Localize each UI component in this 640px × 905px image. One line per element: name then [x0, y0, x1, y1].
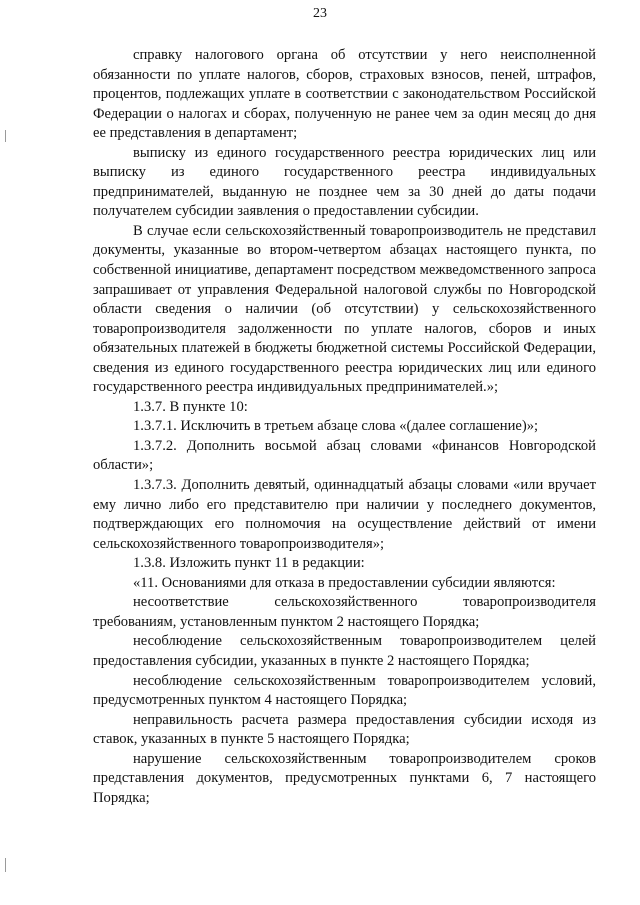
paragraph: несоблюдение сельскохозяйственным товаропроизводителем целей предоставления субсидии, указанных в пункте 2 настоящего Порядка;: [93, 633, 596, 669]
paragraph: 1.3.7.3. Дополнить девятый, одиннадцатый абзацы словами «или вручает ему лично либо его представителю при наличии у последнего документов, подтверждающих его полномочия на осуществление действий от имени сельскохозяйственного товаропроизводителя»;: [93, 477, 596, 552]
scan-edge-mark: [5, 858, 6, 872]
scan-edge-mark: [5, 130, 6, 142]
paragraph: неправильность расчета размера предоставления субсидии исходя из ставок, указанных в пункте 5 настоящего Порядка;: [93, 711, 596, 748]
paragraph: В случае если сельскохозяйственный товаропроизводитель не представил документы, указанные во втором-четвертом абзацах настоящего пункта, по собственной инициативе, департамент посредством межведомственного запроса запрашивает от управления Федеральной налоговой службы по Новгородской области сведения о наличии (об отсутствии) у сельскохозяйственного товаропроизводителя задолженности по уплате налогов, сборов и иных обязательных платежей в бюджеты бюджетной системы Российской Федерации, сведения из единого государственного реестра юридических лиц или единого государственного реестра индивидуальных предпринимателей.»;: [93, 222, 596, 396]
page-number: 23: [313, 6, 327, 21]
paragraph: справку налогового органа об отсутствии у него неисполненной обязанности по уплате налогов, сборов, страховых взносов, пеней, штрафов, процентов, подлежащих уплате в соответствии с законодательством Российской Федерации о налогах и сборах, полученную не ранее чем за один месяц до дня ее представления в департамент;: [93, 47, 596, 142]
paragraph: несоблюдение сельскохозяйственным товаропроизводителем условий, предусмотренных пунктом 4 настоящего Порядка;: [93, 672, 596, 709]
paragraph: выписку из единого государственного реестра юридических лиц или выписку из единого государственного реестра индивидуальных предпринимателей, выданную не позднее чем за 30 дней до даты подачи получателем субсидии заявления о предоставлении субсидии.: [93, 144, 596, 220]
paragraph: 1.3.7.1. Исключить в третьем абзаце слова «(далее соглашение)»;: [133, 418, 539, 435]
paragraph: 1.3.8. Изложить пункт 11 в редакции:: [133, 555, 365, 572]
paragraph: 1.3.7. В пункте 10:: [133, 398, 248, 415]
paragraph: несоответствие сельскохозяйственного товаропроизводителя требованиям, установленным пунктом 2 настоящего Порядка;: [93, 594, 596, 630]
paragraph: «11. Основаниями для отказа в предоставлении субсидии являются:: [133, 574, 556, 591]
document-body: [93, 46, 596, 808]
paragraph: 1.3.7.2. Дополнить восьмой абзац словами «финансов Новгородской области»;: [93, 437, 596, 474]
paragraph: нарушение сельскохозяйственным товаропроизводителем сроков представления документов, предусмотренных пунктами 6, 7 настоящего Порядка;: [93, 750, 596, 806]
